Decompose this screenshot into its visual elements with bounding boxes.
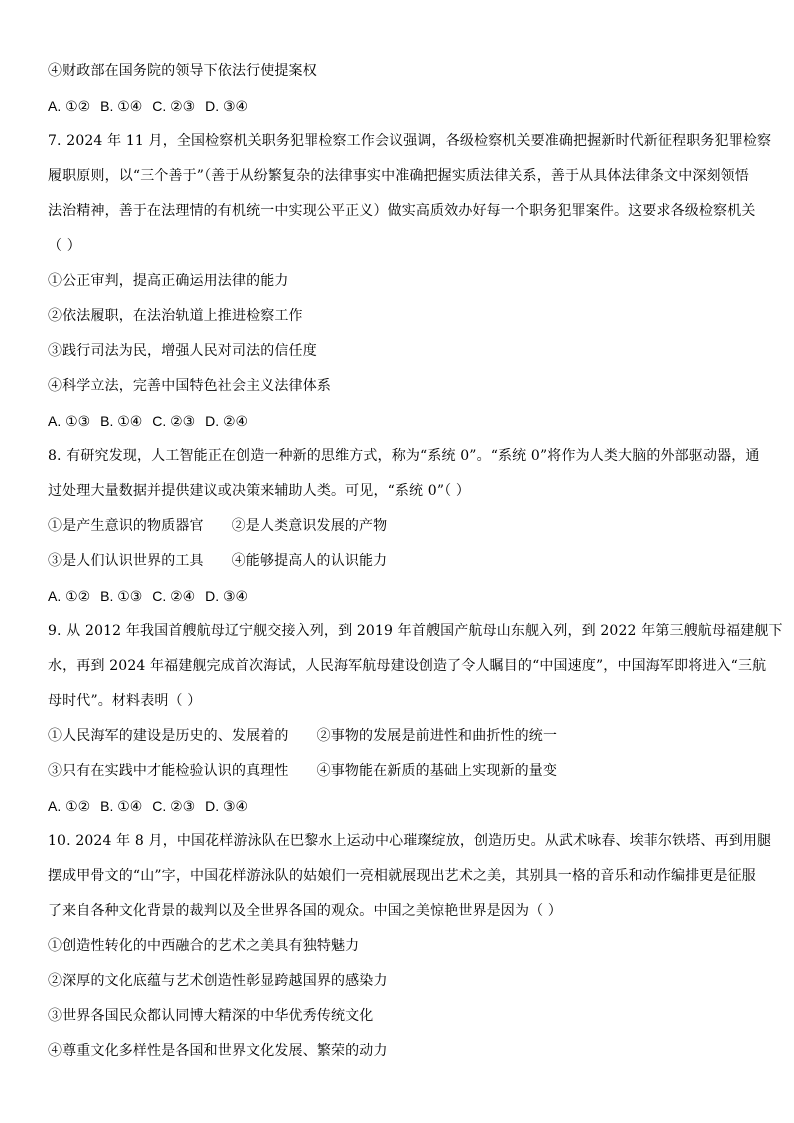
q7-choice-d: D. ②④ [205,413,249,429]
q9-stem-line: 母时代”。材料表明（ ） [48,693,202,709]
q6-choice-b: B. ①④ [100,98,143,114]
q9-choice-a: A. ①② [48,798,91,814]
q9-option-4: ④事物能在新质的基础上实现新的量变 [316,763,558,779]
q7-stem-line: 履职原则，以“三个善于”（善于从纷繁复杂的法律事实中准确把握实质法律关系，善于从具体法律条文中深刻领悟 [48,168,749,184]
q7-stem-line: 7. 2024 年 11 月，全国检察机关职务犯罪检察工作会议强调，各级检察机关要准确把握新时代新征程职务犯罪检察 [48,133,772,149]
q7-option-1: ①公正审判，提高正确运用法律的能力 [48,273,289,289]
q6-choice-c: C. ②③ [152,98,196,114]
q9-option-row [48,754,748,789]
q7-answer-choices [48,404,748,439]
q9-stem-line: 水，再到 2024 年福建舰完成首次海试，人民海军航母建设创造了令人瞩目的“中国速度”，中国海军即将进入“三航 [48,658,767,674]
q8-option-1: ①是产生意识的物质器官 [48,518,204,534]
document-page [48,54,783,1069]
q8-option-2: ②是人类意识发展的产物 [231,518,388,534]
q9-choice-c: C. ②③ [152,798,196,814]
q7-choice-c: C. ②③ [152,413,196,429]
q8-option-4: ④能够提高人的认识能力 [231,553,388,569]
q7-stem-line: （ ） [48,238,81,254]
q7-stem-line: 法治精神，善于在法理情的有机统一中实现公平正义）做实高质效办好每一个职务犯罪案件。这要求各级检察机关 [48,203,756,219]
q7-choice-b: B. ①④ [100,413,143,429]
q10-stem-line: 了来自各种文化背景的裁判以及全世界各国的观众。中国之美惊艳世界是因为（ ） [48,903,562,919]
q7-option-2: ②依法履职，在法治轨道上推进检察工作 [48,308,303,324]
q6-option-4: ④财政部在国务院的领导下依法行使提案权 [48,63,317,79]
q9-option-row [48,719,748,754]
q8-choice-b: B. ①③ [100,588,143,604]
q9-choice-d: D. ③④ [205,798,249,814]
q10-option-4: ④尊重文化多样性是各国和世界文化发展、繁荣的动力 [48,1043,388,1059]
q6-choice-d: D. ③④ [205,98,249,114]
q6-answer-choices [48,89,748,124]
q8-stem-line: 8. 有研究发现，人工智能正在创造一种新的思维方式，称为“系统 0”。“系统 0”将作为人类大脑的外部驱动器，通 [48,448,760,464]
q9-option-2: ②事物的发展是前进性和曲折性的统一 [316,728,558,744]
q10-option-3: ③世界各国民众都认同博大精深的中华优秀传统文化 [48,1008,374,1024]
q7-option-4: ④科学立法，完善中国特色社会主义法律体系 [48,378,331,394]
q8-choice-c: C. ②④ [152,588,196,604]
q9-answer-choices [48,789,748,824]
q9-stem-line: 9. 从 2012 年我国首艘航母辽宁舰交接入列，到 2019 年首艘国产航母山东舰入列，到 2022 年第三艘航母福建舰下 [48,623,783,639]
q6-choice-a: A. ①② [48,98,91,114]
q9-option-1: ①人民海军的建设是历史的、发展着的 [48,728,289,744]
q8-choice-d: D. ③④ [205,588,249,604]
q8-stem-line: 过处理大量数据并提供建议或决策来辅助人类。可见，“系统 0”（ ） [48,483,471,499]
q10-option-2: ②深厚的文化底蕴与艺术创造性彰显跨越国界的感染力 [48,973,388,989]
q10-option-1: ①创造性转化的中西融合的艺术之美具有独特魅力 [48,938,360,954]
q8-option-row [48,544,748,579]
q8-option-3: ③是人们认识世界的工具 [48,553,204,569]
q9-choice-b: B. ①④ [100,798,143,814]
q10-stem-line: 摆成甲骨文的“山”字，中国花样游泳队的姑娘们一亮相就展现出艺术之美，其别具一格的音乐和动作编排更是征服 [48,868,756,884]
q8-choice-a: A. ①② [48,588,91,604]
q8-answer-choices [48,579,748,614]
q8-option-row [48,509,748,544]
q9-option-3: ③只有在实践中才能检验认识的真理性 [48,763,289,779]
q10-stem-line: 10. 2024 年 8 月，中国花样游泳队在巴黎水上运动中心璀璨绽放，创造历史。从武术咏春、埃菲尔铁塔、再到用腿 [48,833,772,849]
q7-option-3: ③践行司法为民，增强人民对司法的信任度 [48,343,317,359]
q7-choice-a: A. ①③ [48,413,91,429]
